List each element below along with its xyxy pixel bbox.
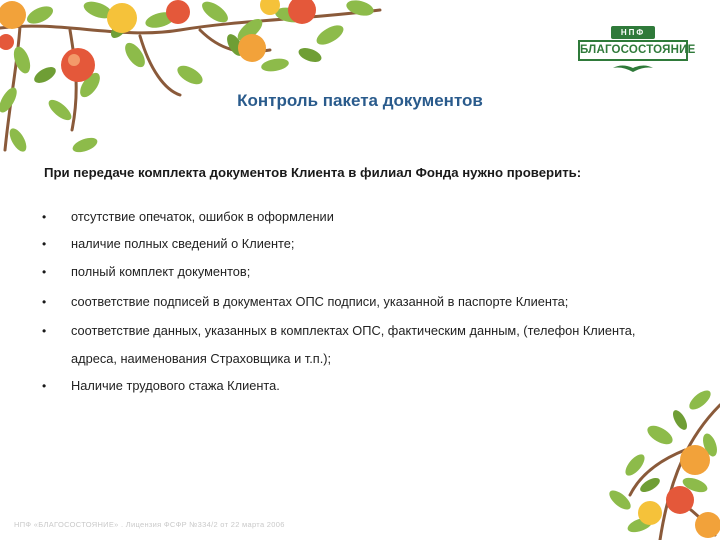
- bullet-icon: •: [42, 210, 47, 224]
- company-logo: [578, 26, 696, 74]
- logo-emblem-icon: [611, 62, 655, 74]
- list-item-text: Наличие трудового стажа Клиента.: [71, 378, 280, 393]
- list-item-text: наличие полных сведений о Клиенте;: [71, 236, 295, 251]
- list-item-text: соответствие данных, указанных в комплектах ОПС, фактическим данным, (телефон Клиента, адреса, наименования Страховщика и т.п.);: [71, 323, 636, 366]
- logo-abbreviation: НПФ: [611, 26, 655, 39]
- slide-title: Контроль пакета документов: [237, 91, 483, 110]
- logo-name: БЛАГОСОСТОЯНИЕ: [578, 40, 688, 61]
- bullet-icon: •: [42, 324, 47, 338]
- branch-decoration-top: [0, 0, 400, 165]
- bullet-icon: •: [42, 379, 47, 393]
- list-item-text: полный комплект документов;: [71, 264, 251, 279]
- intro-text: При передаче комплекта документов Клиента в филиал Фонда нужно проверить:: [44, 165, 582, 180]
- bullet-icon: •: [42, 237, 47, 251]
- list-item-text: соответствие подписей в документах ОПС подписи, указанной в паспорте Клиента;: [71, 294, 569, 309]
- footer-license: НПФ «БЛАГОСОСТОЯНИЕ» . Лицензия ФСФР №334/2 от 22 марта 2006: [14, 520, 285, 529]
- bullet-icon: •: [42, 295, 47, 309]
- bullet-icon: •: [42, 265, 47, 279]
- list-item-text: отсутствие опечаток, ошибок в оформлении: [71, 209, 334, 224]
